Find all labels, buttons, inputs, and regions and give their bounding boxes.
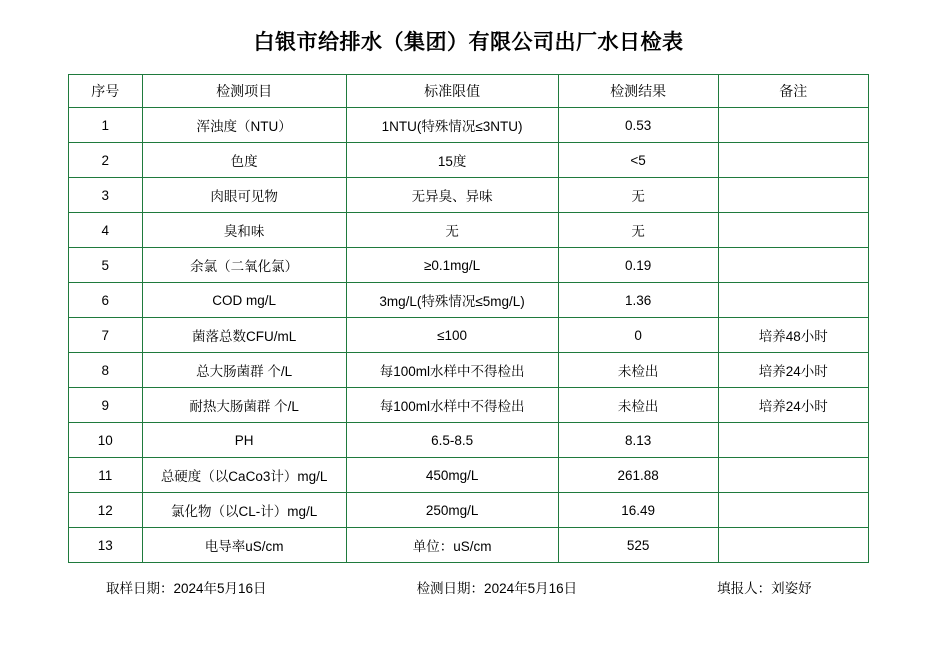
table-row bbox=[69, 248, 869, 283]
cell-result: 8.13 bbox=[558, 423, 718, 458]
cell-item: COD mg/L bbox=[142, 283, 346, 318]
cell-item: 氯化物（以CL-计）mg/L bbox=[142, 493, 346, 528]
table-row bbox=[69, 388, 869, 423]
cell-remark bbox=[718, 248, 868, 283]
cell-result: 未检出 bbox=[558, 353, 718, 388]
table-row bbox=[69, 528, 869, 563]
water-quality-table bbox=[68, 74, 869, 563]
cell-limit: 无异臭、异味 bbox=[346, 178, 558, 213]
cell-result: 16.49 bbox=[558, 493, 718, 528]
column-header-no: 序号 bbox=[69, 75, 143, 108]
cell-remark bbox=[718, 283, 868, 318]
cell-no: 3 bbox=[69, 178, 143, 213]
cell-result: <5 bbox=[558, 143, 718, 178]
cell-remark bbox=[718, 213, 868, 248]
page-title: 白银市给排水（集团）有限公司出厂水日检表 bbox=[253, 31, 684, 54]
cell-remark bbox=[718, 493, 868, 528]
table-header-row bbox=[69, 75, 869, 108]
cell-limit: ≤100 bbox=[346, 318, 558, 353]
cell-item: 总硬度（以CaCo3计）mg/L bbox=[142, 458, 346, 493]
cell-item: 总大肠菌群 个/L bbox=[142, 353, 346, 388]
sample-date: 取样日期：2024年5月16日 bbox=[106, 581, 267, 596]
cell-result: 525 bbox=[558, 528, 718, 563]
cell-limit: 无 bbox=[346, 213, 558, 248]
report-table-container bbox=[0, 74, 937, 563]
column-header-result: 检测结果 bbox=[558, 75, 718, 108]
table-row bbox=[69, 318, 869, 353]
cell-no: 8 bbox=[69, 353, 143, 388]
cell-no: 10 bbox=[69, 423, 143, 458]
cell-no: 12 bbox=[69, 493, 143, 528]
cell-item: 臭和味 bbox=[142, 213, 346, 248]
filled-by: 填报人：刘姿妤 bbox=[717, 581, 812, 596]
cell-result: 0.53 bbox=[558, 108, 718, 143]
cell-remark: 培养24小时 bbox=[718, 353, 868, 388]
cell-no: 9 bbox=[69, 388, 143, 423]
column-header-limit: 标准限值 bbox=[346, 75, 558, 108]
table-body bbox=[69, 108, 869, 563]
cell-limit: 6.5-8.5 bbox=[346, 423, 558, 458]
cell-limit: 3mg/L(特殊情况≤5mg/L) bbox=[346, 283, 558, 318]
cell-remark bbox=[718, 143, 868, 178]
column-header-item: 检测项目 bbox=[142, 75, 346, 108]
cell-limit: ≥0.1mg/L bbox=[346, 248, 558, 283]
cell-limit: 15度 bbox=[346, 143, 558, 178]
cell-result: 0 bbox=[558, 318, 718, 353]
cell-remark: 培养24小时 bbox=[718, 388, 868, 423]
cell-item: 肉眼可见物 bbox=[142, 178, 346, 213]
cell-limit: 每100ml水样中不得检出 bbox=[346, 353, 558, 388]
cell-item: 色度 bbox=[142, 143, 346, 178]
table-row bbox=[69, 178, 869, 213]
footer-info bbox=[0, 577, 937, 597]
cell-no: 13 bbox=[69, 528, 143, 563]
cell-limit: 每100ml水样中不得检出 bbox=[346, 388, 558, 423]
table-row bbox=[69, 283, 869, 318]
cell-result: 未检出 bbox=[558, 388, 718, 423]
cell-item: PH bbox=[142, 423, 346, 458]
table-row bbox=[69, 493, 869, 528]
cell-item: 余氯（二氧化氯） bbox=[142, 248, 346, 283]
table-row bbox=[69, 213, 869, 248]
cell-limit: 450mg/L bbox=[346, 458, 558, 493]
cell-item: 浑浊度（NTU） bbox=[142, 108, 346, 143]
cell-limit: 单位：uS/cm bbox=[346, 528, 558, 563]
cell-remark bbox=[718, 108, 868, 143]
cell-no: 5 bbox=[69, 248, 143, 283]
table-header bbox=[69, 75, 869, 108]
cell-no: 11 bbox=[69, 458, 143, 493]
cell-no: 2 bbox=[69, 143, 143, 178]
cell-item: 耐热大肠菌群 个/L bbox=[142, 388, 346, 423]
cell-no: 7 bbox=[69, 318, 143, 353]
cell-item: 菌落总数CFU/mL bbox=[142, 318, 346, 353]
cell-no: 4 bbox=[69, 213, 143, 248]
cell-remark bbox=[718, 178, 868, 213]
cell-remark bbox=[718, 528, 868, 563]
cell-result: 1.36 bbox=[558, 283, 718, 318]
table-row bbox=[69, 108, 869, 143]
table-row bbox=[69, 353, 869, 388]
test-date: 检测日期：2024年5月16日 bbox=[416, 581, 578, 596]
cell-result: 261.88 bbox=[558, 458, 718, 493]
cell-no: 1 bbox=[69, 108, 143, 143]
cell-limit: 1NTU(特殊情况≤3NTU) bbox=[346, 108, 558, 143]
column-header-remark: 备注 bbox=[718, 75, 868, 108]
cell-no: 6 bbox=[69, 283, 143, 318]
table-row bbox=[69, 458, 869, 493]
cell-remark: 培养48小时 bbox=[718, 318, 868, 353]
cell-remark bbox=[718, 423, 868, 458]
document-page bbox=[0, 26, 937, 649]
cell-limit: 250mg/L bbox=[346, 493, 558, 528]
table-row bbox=[69, 143, 869, 178]
cell-result: 无 bbox=[558, 178, 718, 213]
cell-result: 无 bbox=[558, 213, 718, 248]
cell-result: 0.19 bbox=[558, 248, 718, 283]
cell-item: 电导率uS/cm bbox=[142, 528, 346, 563]
cell-remark bbox=[718, 458, 868, 493]
table-row bbox=[69, 423, 869, 458]
